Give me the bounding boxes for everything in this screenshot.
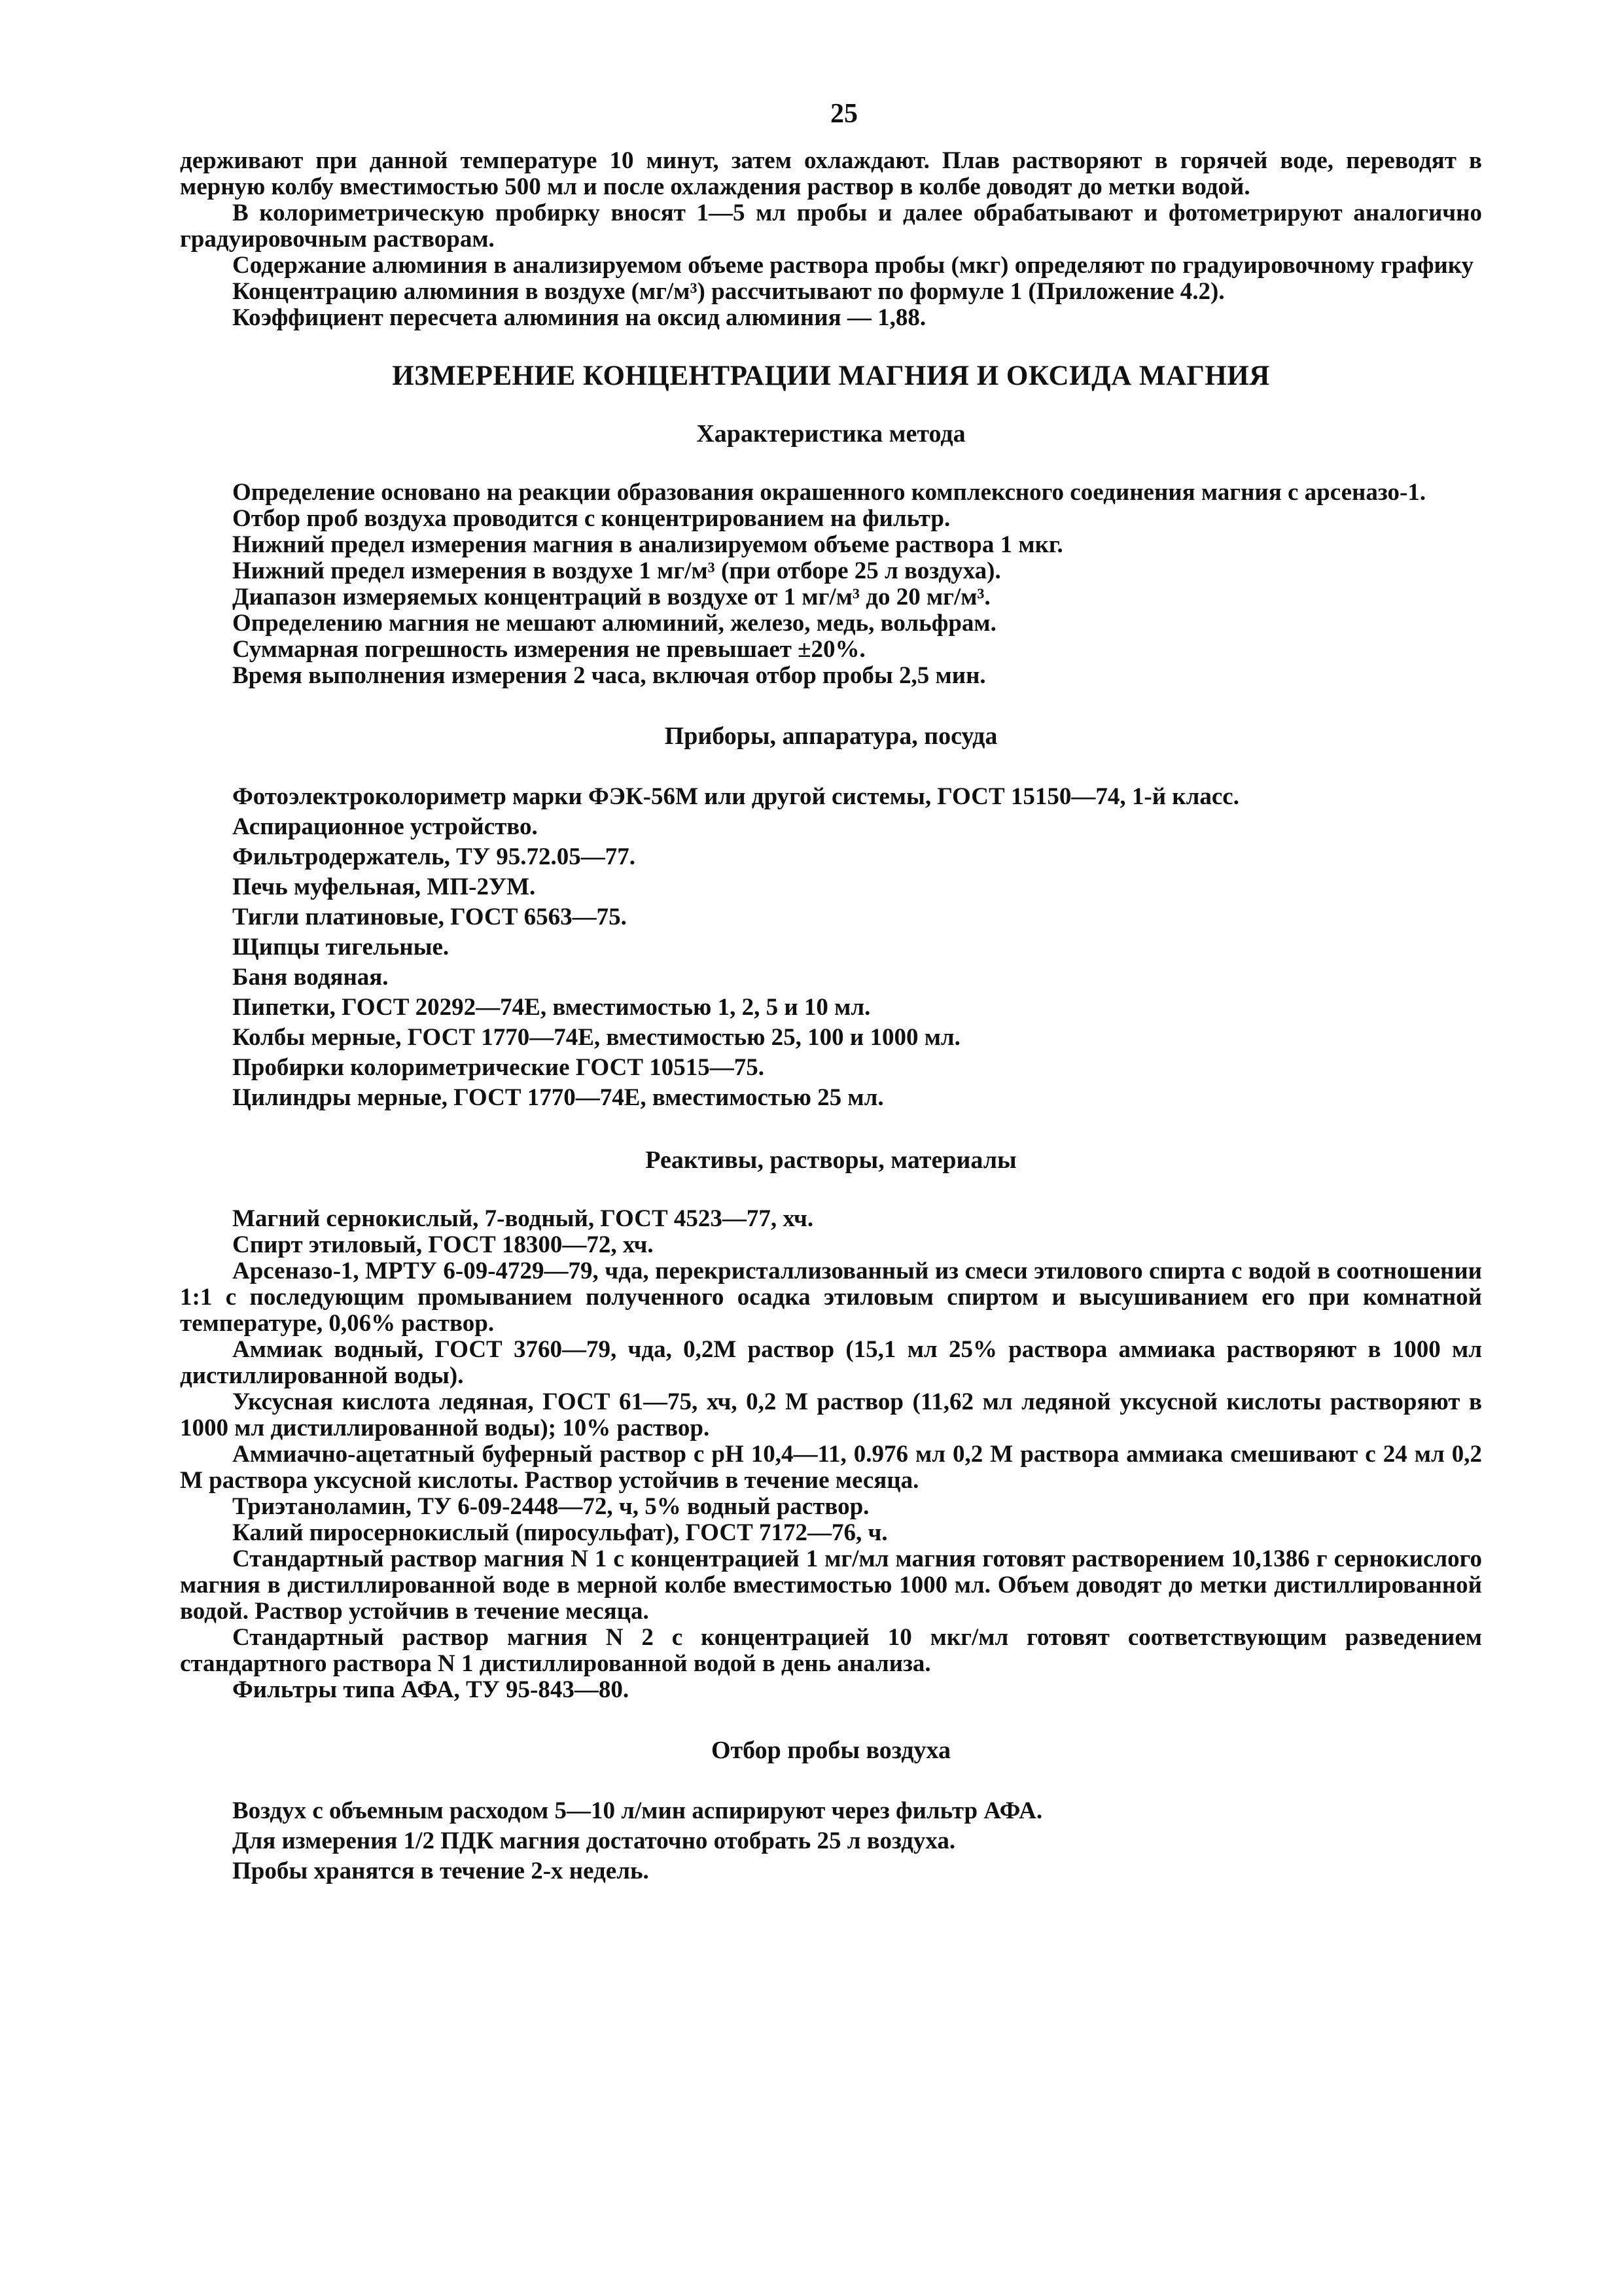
method-line: Определению магния не мешают алюминий, железо, медь, вольфрам.	[232, 610, 997, 637]
method-line: Нижний предел измерения в воздухе 1 мг/м³ (при отборе 25 л воздуха).	[232, 557, 1001, 584]
reagent-item: Калий пиросернокислый (пиросульфат), ГОСТ 7172—76, ч.	[232, 1519, 888, 1546]
list-item: Пробы хранятся в течение 2-х недель.	[232, 1858, 649, 1884]
sampling-list	[180, 1796, 1482, 1886]
list-item: Печь муфельная, МП-2УМ.	[232, 874, 536, 900]
list-item: Фильтродержатель, ТУ 95.72.05—77.	[232, 843, 635, 870]
reagent-item: Фильтры типа АФА, ТУ 95-843—80.	[232, 1676, 629, 1703]
reagent-item: Аммиак водный, ГОСТ 3760—79, чда, 0,2М раствор (15,1 мл 25% раствора аммиака растворяют в 1000 мл дистиллированной воды).	[180, 1336, 1482, 1389]
list-item: Щипцы тигельные.	[232, 934, 450, 961]
intro-paragraph-4: Концентрацию алюминия в воздухе (мг/м³) рассчитывают по формуле 1 (Приложение 4.2).	[232, 278, 1225, 305]
list-item: Для измерения 1/2 ПДК магния достаточно отобрать 25 л воздуха.	[232, 1828, 956, 1854]
intro-paragraph-1: держивают при данной температуре 10 минут, затем охлаждают. Плав растворяют в горячей воде, переводят в мерную колбу вместимостью 500 мл и после охлаждения раствор в колбе доводят до метки водой.	[180, 147, 1482, 200]
method-section	[180, 419, 1482, 689]
list-item: Тигли платиновые, ГОСТ 6563—75.	[232, 904, 627, 930]
equipment-list	[180, 782, 1482, 1113]
method-line: Определение основано на реакции образования окрашенного комплексного соединения магния с арсеназо-1.	[232, 479, 1426, 506]
method-title: Характеристика метода	[696, 420, 966, 448]
list-item: Баня водяная.	[232, 964, 389, 991]
reagents-title: Реактивы, растворы, материалы	[645, 1146, 1017, 1174]
list-item: Пробирки колориметрические ГОСТ 10515—75.	[232, 1054, 765, 1081]
intro-section	[180, 148, 1482, 331]
reagent-item: Стандартный раствор магния N 1 с концентрацией 1 мг/мл магния готовят растворением 10,1386 г сернокислого магния в дистиллированной воде в мерной колбе вместимостью 1000 мл. Объем доводят до метки дистиллированной водой. Раствор устойчив в течение месяца.	[180, 1545, 1482, 1625]
reagents-section	[180, 1146, 1482, 1703]
intro-paragraph-2: В колориметрическую пробирку вносят 1—5 мл пробы и далее обрабатывают и фотометрируют аналогично градуировочным растворам.	[180, 200, 1482, 253]
method-line: Время выполнения измерения 2 часа, включая отбор пробы 2,5 мин.	[232, 662, 986, 689]
reagent-item: Аммиачно-ацетатный буферный раствор с рН 10,4—11, 0.976 мл 0,2 М раствора аммиака смешивают с 24 мл 0,2 М раствора уксусной кислоты. Раствор устойчив в течение месяца.	[180, 1441, 1482, 1494]
reagent-item: Спирт этиловый, ГОСТ 18300—72, хч.	[232, 1231, 654, 1258]
list-item: Аспирационное устройство.	[232, 813, 538, 840]
method-line: Отбор проб воздуха проводится с концентрированием на фильтр.	[232, 505, 951, 532]
reagent-item: Арсеназо-1, МРТУ 6-09-4729—79, чда, перекристаллизованный из смеси этилового спирта с водой в соотношении 1:1 с последующим промыванием полученного осадка этиловым спиртом и высушиванием его при комнатной температуре, 0,06% раствор.	[180, 1258, 1482, 1337]
main-heading: ИЗМЕРЕНИЕ КОНЦЕНТРАЦИИ МАГНИЯ И ОКСИДА МАГНИЯ	[392, 361, 1270, 391]
list-item: Воздух с объемным расходом 5—10 л/мин аспирируют через фильтр АФА.	[232, 1797, 1043, 1824]
document-page	[180, 98, 1482, 1886]
list-item: Цилиндры мерные, ГОСТ 1770—74Е, вместимостью 25 мл.	[232, 1084, 884, 1111]
reagent-item: Магний сернокислый, 7-водный, ГОСТ 4523—77, хч.	[232, 1205, 814, 1232]
equipment-title: Приборы, аппаратура, посуда	[664, 722, 998, 750]
intro-paragraph-5: Коэффициент пересчета алюминия на оксид алюминия — 1,88.	[232, 304, 927, 331]
sampling-section	[180, 1736, 1482, 1886]
list-item: Фотоэлектроколориметр марки ФЭК-56М или другой системы, ГОСТ 15150—74, 1-й класс.	[232, 783, 1239, 810]
method-line: Нижний предел измерения магния в анализируемом объеме раствора 1 мкг.	[232, 531, 1063, 558]
list-item: Колбы мерные, ГОСТ 1770—74Е, вместимостью 25, 100 и 1000 мл.	[232, 1024, 961, 1051]
reagent-item: Стандартный раствор магния N 2 с концентрацией 10 мкг/мл готовят соответствующим разведением стандартного раствора N 1 дистиллированной водой в день анализа.	[180, 1624, 1482, 1677]
reagent-item: Уксусная кислота ледяная, ГОСТ 61—75, хч, 0,2 М раствор (11,62 мл ледяной уксусной кислоты растворяют в 1000 мл дистиллированной воды); 10% раствор.	[180, 1388, 1482, 1441]
sampling-title: Отбор пробы воздуха	[711, 1737, 951, 1764]
equipment-section	[180, 722, 1482, 1113]
intro-paragraph-3: Содержание алюминия в анализируемом объеме раствора пробы (мкг) определяют по градуировочному графику	[232, 252, 1474, 279]
method-line: Диапазон измеряемых концентраций в воздухе от 1 мг/м³ до 20 мг/м³.	[232, 584, 991, 610]
reagent-item: Триэтаноламин, ТУ 6-09-2448—72, ч, 5% водный раствор.	[232, 1493, 870, 1520]
method-line: Суммарная погрешность измерения не превышает ±20%.	[232, 636, 866, 663]
page-number: 25	[830, 99, 858, 129]
list-item: Пипетки, ГОСТ 20292—74Е, вместимостью 1, 2, 5 и 10 мл.	[232, 994, 871, 1021]
